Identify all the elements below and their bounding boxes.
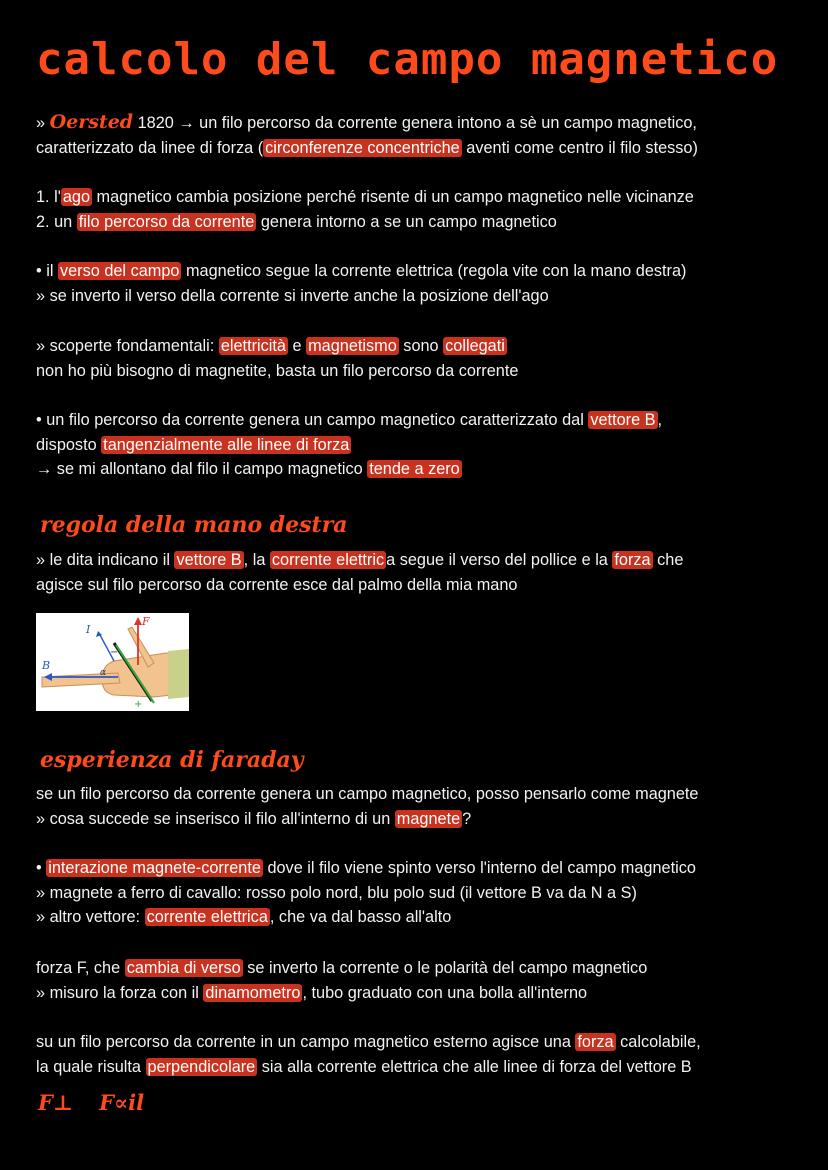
faraday-line-2 [36, 807, 798, 832]
list-item [36, 185, 798, 210]
interazione-line-3 [36, 905, 798, 930]
intro-line-1 [36, 110, 798, 136]
bullet: » [36, 114, 46, 132]
text: » misuro la forza con il [36, 983, 204, 1002]
text: caratterizzato da linee di forza ( [36, 138, 264, 157]
label-f: F [142, 615, 150, 628]
text: aventi come centro il filo stesso) [461, 138, 698, 157]
mano-paragraph [36, 548, 798, 597]
force-arrowhead [134, 617, 142, 625]
text: , [657, 411, 663, 429]
interazione-line-2: » magnete a ferro di cavallo: rosso polo nord, blu polo sud (il vettore B va da N a S) [36, 883, 637, 902]
text: , tubo graduato con una bolla all'interno [302, 983, 588, 1002]
verso-line-2: » se inverto il verso della corrente si inverte anche la posizione dell'ago [36, 286, 549, 305]
highlight: dinamometro [205, 983, 301, 1002]
label-i: I [86, 623, 91, 636]
conclusione-line-1 [36, 1030, 798, 1055]
conclusione-paragraph [36, 1030, 798, 1079]
numbered-list [36, 185, 798, 234]
text: a segue il verso del pollice e la [386, 551, 613, 569]
text: sono [398, 337, 444, 355]
highlight: vettore B [590, 411, 656, 429]
faraday-paragraph [36, 782, 798, 831]
interazione-line-1 [36, 856, 798, 881]
text: genera intorno a se un campo magnetico [256, 212, 557, 231]
label-plus: + [134, 699, 143, 710]
formula-perpendicular: F⊥ [38, 1090, 74, 1115]
highlight: interazione magnete-corrente [48, 859, 261, 877]
oersted-name: Oersted [49, 111, 134, 133]
highlight: filo percorso da corrente [78, 212, 255, 231]
highlight: perpendicolare [147, 1057, 256, 1076]
highlight: circonferenze concentriche [265, 138, 460, 157]
text: forza F, che [36, 959, 125, 977]
text: su un filo percorso da corrente in un campo magnetico esterno agisce una [36, 1033, 576, 1051]
highlight: ago [62, 188, 90, 206]
highlight: verso del campo [59, 262, 180, 280]
text: magnetico segue la corrente elettrica (regola vite con la mano destra) [181, 262, 687, 280]
text: • [36, 859, 47, 877]
highlight: corrente elettrica [146, 908, 268, 927]
text: → se mi allontano dal filo il campo magnetico [36, 460, 368, 479]
text: » le dita indicano il [36, 551, 175, 569]
highlight: collegati [445, 337, 505, 355]
vettore-line-3 [36, 457, 798, 482]
heading-faraday: esperienza di faraday [40, 747, 304, 773]
highlight: forza [577, 1033, 614, 1051]
conclusione-line-2 [36, 1055, 798, 1080]
verso-paragraph [36, 259, 798, 308]
vettore-line-1 [36, 408, 798, 433]
text: , che va dal basso all'alto [269, 908, 452, 927]
forza-paragraph [36, 956, 798, 1005]
highlight: cambia di verso [126, 959, 241, 977]
highlight: tende a zero [369, 460, 460, 479]
list-item [36, 210, 798, 235]
highlight: forza [614, 551, 651, 569]
mano-line-1 [36, 548, 798, 573]
text: magnetico cambia posizione perché risente di un campo magnetico nelle vicinanze [92, 188, 694, 206]
highlight: vettore B [176, 551, 242, 569]
text: e [287, 337, 307, 355]
page-title: calcolo del campo magnetico [36, 34, 779, 85]
text: ? [462, 809, 472, 828]
intro-paragraph [36, 110, 798, 160]
text: • il [36, 262, 58, 280]
highlight: magnetismo [308, 337, 397, 355]
text: » cosa succede se inserisco il filo all'interno di un [36, 809, 395, 828]
text: che [652, 551, 684, 569]
label-b: B [42, 659, 51, 672]
text: sia alla corrente elettrica che alle linee di forza del vettore B [257, 1057, 692, 1076]
text: se inverto la corrente o le polarità del campo magnetico [242, 959, 648, 977]
highlight: elettricità [220, 337, 286, 355]
highlight: magnete [396, 809, 461, 828]
text: 2. un [36, 212, 77, 231]
text: 1. l' [36, 188, 61, 206]
intro-line-2 [36, 136, 798, 161]
forza-line-1 [36, 956, 798, 981]
right-hand-rule-figure [36, 613, 189, 711]
intro-text: 1820 → un filo percorso da corrente genera intono a sè un campo magnetico, [133, 114, 697, 132]
forza-line-2 [36, 981, 798, 1006]
label-minus: − [110, 647, 119, 658]
text: , la [243, 551, 270, 569]
text: • un filo percorso da corrente genera un campo magnetico caratterizzato dal [36, 411, 589, 429]
faraday-line-1: se un filo percorso da corrente genera un campo magnetico, posso pensarlo come magnete [36, 785, 699, 803]
text: dove il filo viene spinto verso l'interno del campo magnetico [262, 859, 696, 877]
scoperte-line-2: non ho più bisogno di magnetite, basta un filo percorso da corrente [36, 361, 519, 380]
text: » altro vettore: [36, 908, 145, 927]
formula-line [38, 1090, 170, 1115]
label-alpha: α [100, 668, 107, 678]
hand-illustration [36, 613, 189, 711]
heading-mano-destra: regola della mano destra [40, 512, 348, 538]
verso-line-1 [36, 259, 798, 284]
scoperte-line-1 [36, 334, 798, 359]
text: la quale risulta [36, 1057, 146, 1076]
text: » scoperte fondamentali: [36, 337, 219, 355]
interazione-paragraph [36, 856, 798, 930]
text: disposto [36, 435, 102, 454]
mano-line-2: agisce sul filo percorso da corrente esce dal palmo della mia mano [36, 575, 518, 594]
highlight: corrente elettric [271, 551, 385, 569]
highlight: tangenzialmente alle linee di forza [103, 435, 350, 454]
sleeve-shape [168, 649, 189, 699]
vettore-paragraph [36, 408, 798, 482]
vettore-line-2 [36, 433, 798, 458]
scoperte-paragraph [36, 334, 798, 383]
text: calcolabile, [615, 1033, 701, 1051]
formula-proportional: F∝il [99, 1090, 145, 1115]
